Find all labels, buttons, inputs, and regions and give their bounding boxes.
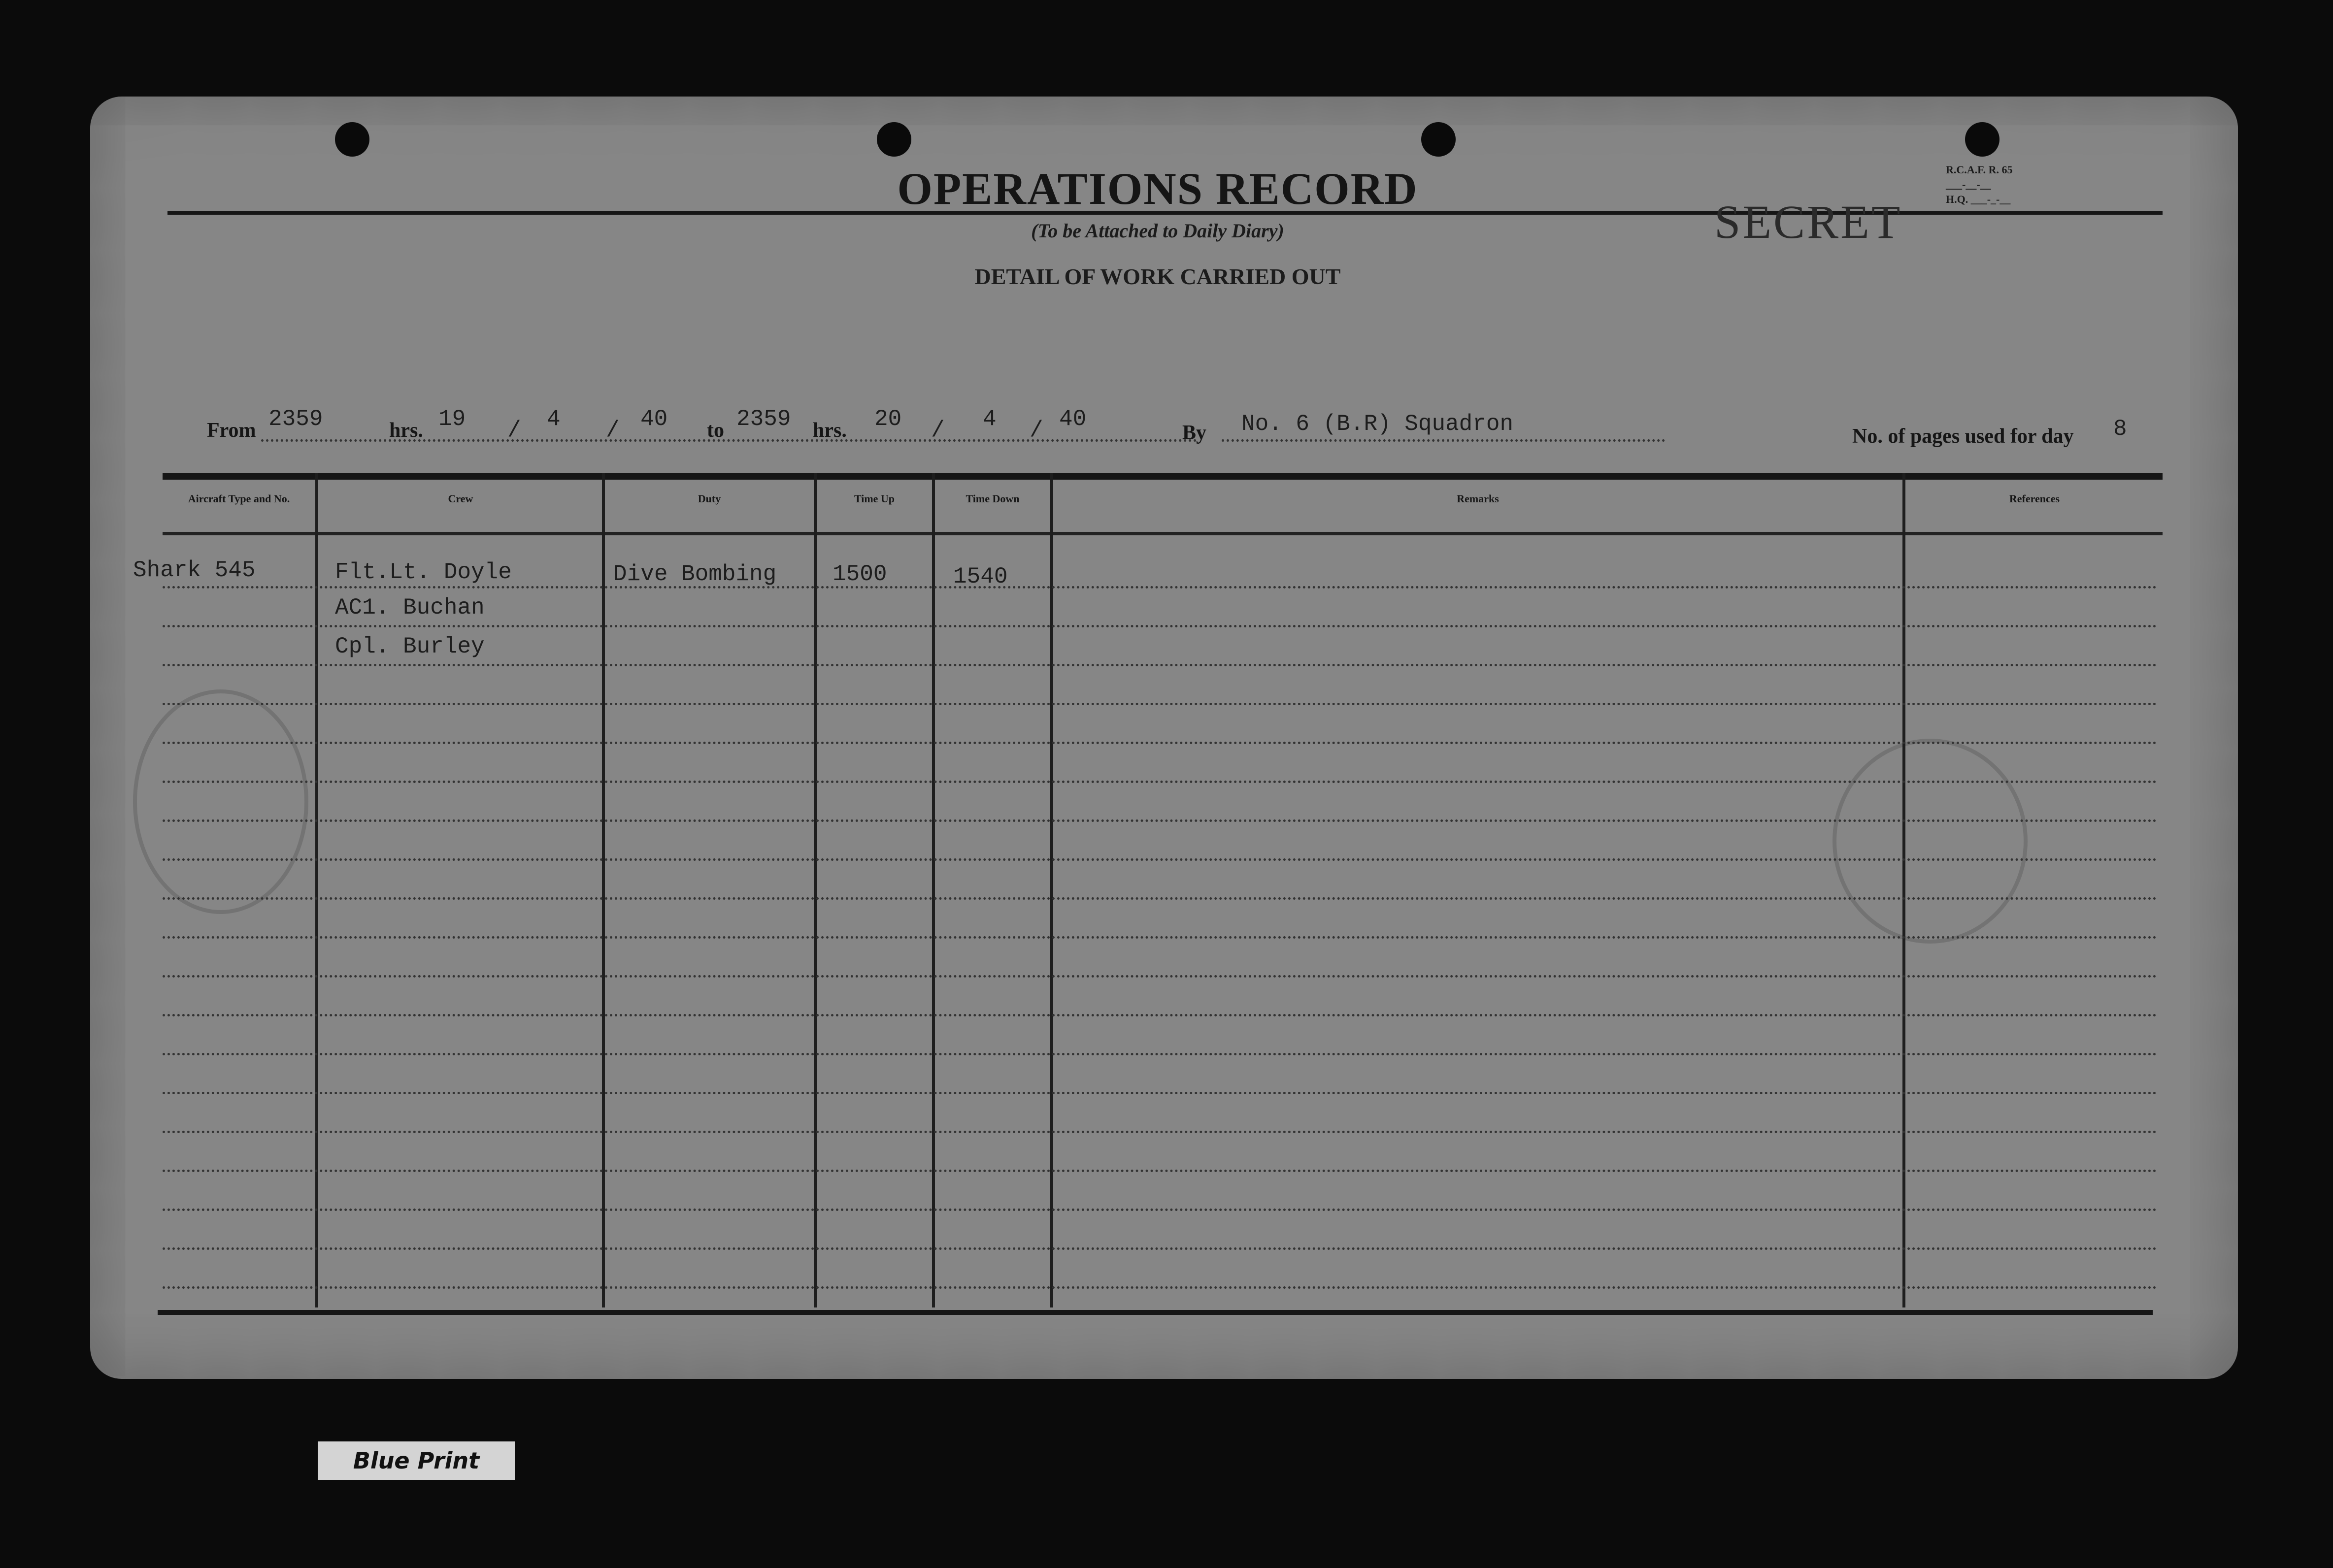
col-divider	[315, 473, 318, 1307]
blue-print-label: Blue Print	[318, 1441, 515, 1480]
ruled-line	[163, 1247, 2158, 1250]
hrs-label: hrs.	[389, 419, 423, 442]
col-time-up-heading: Time Up	[854, 492, 895, 505]
date-slash: /	[507, 418, 521, 443]
ruled-line	[163, 975, 2158, 978]
classification-stamp: SECRET	[1714, 196, 1902, 248]
pages-label: No. of pages used for day	[1852, 425, 2074, 448]
ruled-line	[163, 897, 2158, 900]
col-crew-heading: Crew	[448, 492, 473, 505]
form-reference	[1946, 163, 2012, 207]
col-remarks-heading: Remarks	[1457, 492, 1499, 505]
ruled-line	[163, 625, 2158, 627]
ruled-line	[163, 1131, 2158, 1133]
squadron-name: No. 6 (B.R) Squadron	[1241, 411, 1514, 437]
form-ref-line: H.Q. ___-_-__	[1946, 193, 2011, 205]
ruled-line	[163, 1209, 2158, 1211]
from-month: 4	[547, 406, 561, 432]
to-day: 20	[874, 406, 902, 432]
form-title: OPERATIONS RECORD	[897, 163, 1418, 214]
by-label: By	[1182, 422, 1207, 444]
col-aircraft-heading: Aircraft Type and No.	[188, 492, 290, 505]
punch-hole-2	[877, 122, 911, 157]
col-divider	[1050, 473, 1053, 1307]
to-year: 40	[1059, 406, 1087, 432]
pages-value: 8	[2113, 416, 2127, 442]
from-time: 2359	[268, 406, 323, 432]
punch-hole-1	[335, 122, 369, 157]
from-year: 40	[640, 406, 668, 432]
ruled-line	[163, 936, 2158, 939]
entry-aircraft: Shark 545	[133, 557, 256, 583]
from-label: From	[207, 419, 256, 442]
ruled-line	[163, 1053, 2158, 1055]
form-ref-line: ___-__-__	[1946, 178, 1991, 191]
to-month: 4	[983, 406, 997, 432]
entry-crew: Cpl. Burley	[335, 634, 485, 659]
col-references-heading: References	[2009, 492, 2060, 505]
to-label: to	[707, 419, 724, 442]
col-divider	[814, 473, 817, 1307]
faint-stamp-right	[1833, 739, 2028, 944]
ruled-line	[163, 1170, 2158, 1172]
col-divider	[602, 473, 605, 1307]
ruled-line	[163, 703, 2158, 705]
col-divider	[932, 473, 935, 1307]
ruled-line	[163, 819, 2158, 822]
entry-crew: AC1. Buchan	[335, 595, 485, 621]
col-divider	[1902, 473, 1905, 1307]
entry-duty: Dive Bombing	[613, 561, 777, 587]
ruled-line	[163, 1286, 2158, 1289]
unit-underline	[1222, 439, 1665, 442]
from-underline	[261, 439, 1197, 442]
table-top-rule	[163, 473, 2163, 480]
ruled-line	[163, 1014, 2158, 1016]
hrs-label: hrs.	[813, 419, 847, 442]
form-ref-line: R.C.A.F. R. 65	[1946, 163, 2013, 176]
detail-heading: DETAIL OF WORK CARRIED OUT	[974, 264, 1341, 289]
ruled-line	[163, 781, 2158, 783]
ruled-line	[163, 1092, 2158, 1094]
form-subtitle: (To be Attached to Daily Diary)	[1031, 220, 1284, 242]
punch-hole-4	[1965, 122, 2000, 157]
col-duty-heading: Duty	[698, 492, 721, 505]
punch-hole-3	[1421, 122, 1456, 157]
ruled-line	[163, 858, 2158, 861]
entry-crew: Flt.Lt. Doyle	[335, 559, 512, 585]
ruled-line	[163, 664, 2158, 666]
entry-time-up: 1500	[833, 561, 887, 587]
date-slash: /	[606, 418, 620, 443]
header-bottom-rule	[163, 532, 2163, 535]
date-slash: /	[1030, 418, 1043, 443]
to-time: 2359	[736, 406, 791, 432]
table-bottom-rule	[158, 1310, 2153, 1315]
entry-time-down: 1540	[953, 564, 1008, 589]
date-slash: /	[931, 418, 945, 443]
col-time-down-heading: Time Down	[966, 492, 1020, 505]
from-day: 19	[438, 406, 466, 432]
faint-stamp-left	[133, 689, 308, 914]
ruled-line	[163, 586, 2158, 588]
ruled-line	[163, 742, 2158, 744]
